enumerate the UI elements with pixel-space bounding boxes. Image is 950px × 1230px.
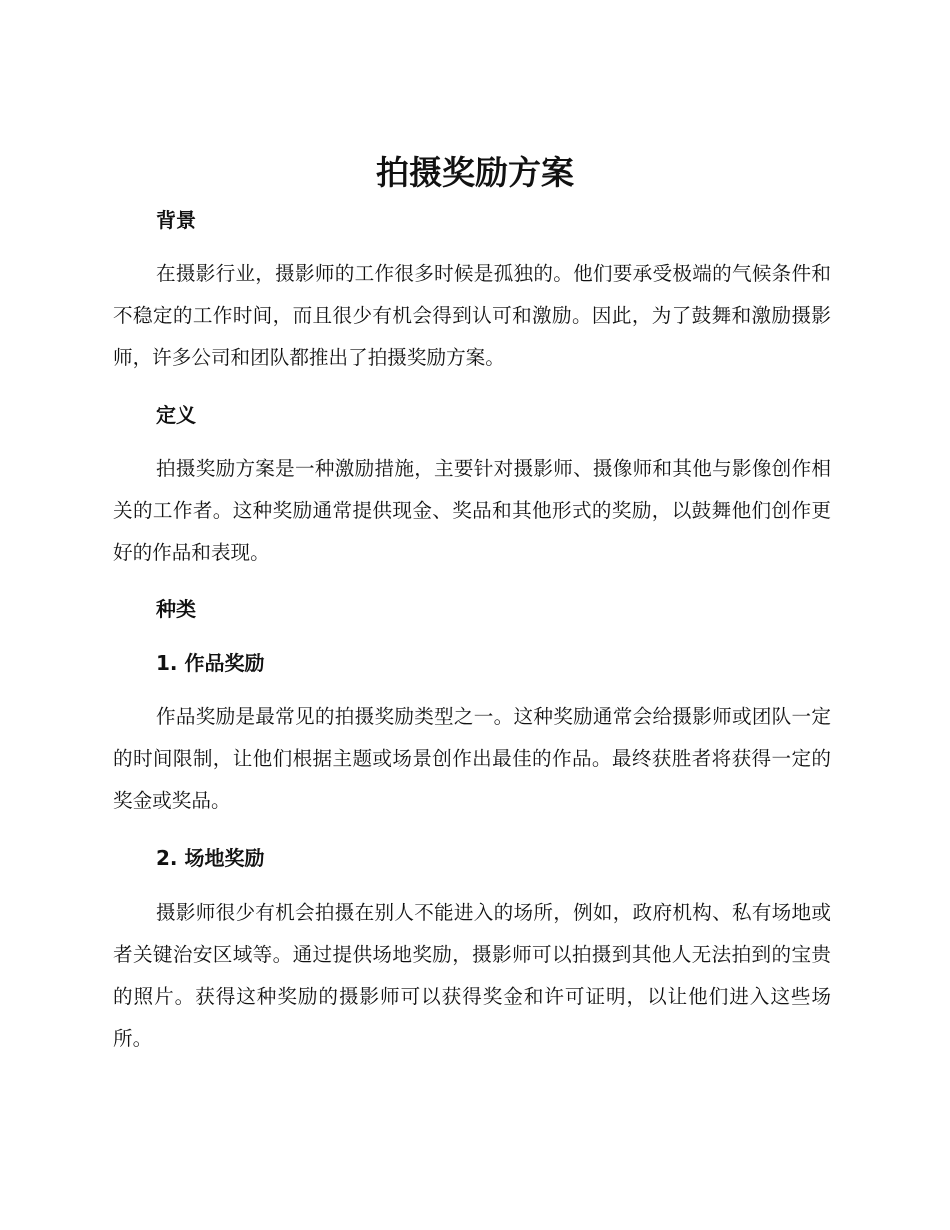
section-heading-work-reward: 1. 作品奖励	[156, 651, 265, 675]
section-heading-venue-reward: 2. 场地奖励	[156, 846, 265, 870]
section-heading-background: 背景	[156, 208, 196, 232]
section-paragraph-venue-reward: 摄影师很少有机会拍摄在别人不能进入的场所，例如，政府机构、私有场地或者关键治安区域等。通过提供场地奖励，摄影师可以拍摄到其他人无法拍到的宝贵的照片。获得这种奖励的摄影师可以获得奖金和许可证明，以让他们进入这些场所。	[113, 901, 831, 1050]
section-paragraph-definition: 拍摄奖励方案是一种激励措施，主要针对摄影师、摄像师和其他与影像创作相关的工作者。这种奖励通常提供现金、奖品和其他形式的奖励，以鼓舞他们创作更好的作品和表现。	[113, 457, 831, 564]
section-heading-types: 种类	[156, 597, 196, 621]
section-paragraph-background: 在摄影行业，摄影师的工作很多时候是孤独的。他们要承受极端的气候条件和不稳定的工作时间，而且很少有机会得到认可和激励。因此，为了鼓舞和激励摄影师，许多公司和团队都推出了拍摄奖励方案。	[113, 262, 831, 369]
section-paragraph-work-reward: 作品奖励是最常见的拍摄奖励类型之一。这种奖励通常会给摄影师或团队一定的时间限制，让他们根据主题或场景创作出最佳的作品。最终获胜者将获得一定的奖金或奖品。	[113, 705, 831, 812]
document-title: 拍摄奖励方案	[376, 153, 574, 192]
section-heading-definition: 定义	[156, 403, 196, 427]
